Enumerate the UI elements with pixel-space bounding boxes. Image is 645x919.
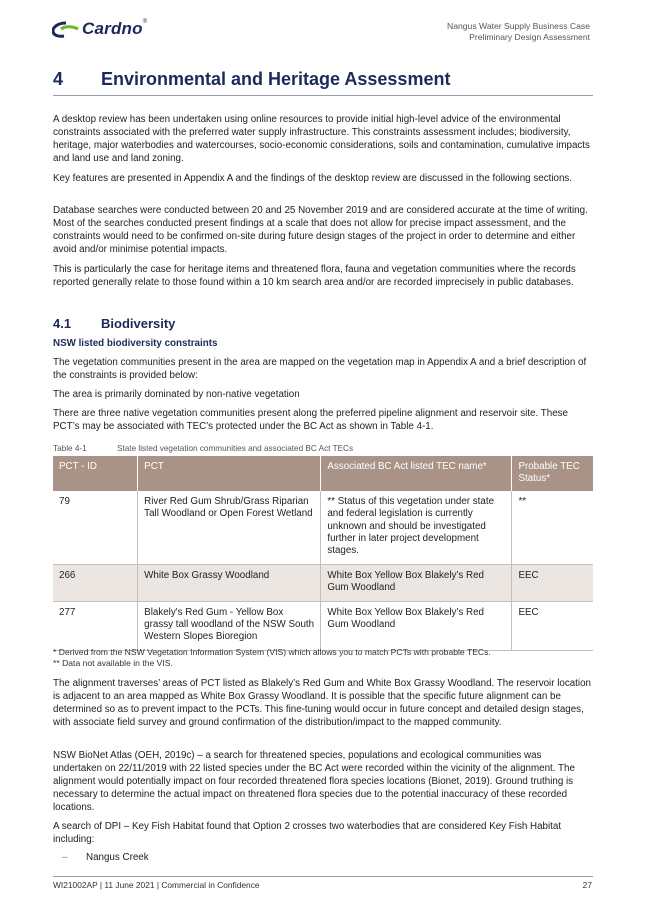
table-cell: 277 xyxy=(53,601,138,650)
column-header: PCT - ID xyxy=(53,456,138,491)
paragraph: NSW BioNet Atlas (OEH, 2019c) – a search for threatened species, populations and ecological communities was undertaken on 22/11/2019 with 22 listed species under the BC Act were recorded within the vicinity of the alignment. The alignment would potentially impact on four recorded threatened flora species locations (Bionet, 2019). Ground truthing is necessary to determine the actual impact on threatened flora species due to the potential inaccuracy of these recorded locations. xyxy=(53,750,575,814)
paragraph: The alignment traverses’ areas of PCT listed as Blakely’s Red Gum and White Box Grassy Woodland. The reservoir location is adjacent to an area mapped as White Box Grassy Woodland. It is possible that the specific future alignment can be determined so as to prevent impact to the PCTs. This fine-tuning would occur in future concept and detailed design stages, with associate field survey and ground confirmation of the distribution/impact to the mapped community. xyxy=(53,678,591,729)
table-row xyxy=(53,564,593,601)
page-number: 27 xyxy=(582,880,592,890)
table-cell: ** xyxy=(512,491,593,565)
table-cell: White Box Grassy Woodland xyxy=(138,564,321,601)
cardno-swoosh-icon xyxy=(52,20,82,40)
table-cell: 79 xyxy=(53,491,138,565)
heading-divider xyxy=(53,95,593,96)
table-caption-text: State listed vegetation communities and associated BC Act TECs xyxy=(117,444,354,453)
tec-table xyxy=(53,456,593,651)
cardno-logo xyxy=(52,20,172,40)
paragraph: A search of DPI – Key Fish Habitat found that Option 2 crosses two waterbodies that are considered Key Fish Habitat including: xyxy=(53,821,562,846)
table-cell: ** Status of this vegetation under state and federal legislation is currently unknown and should be investigated further in later project development stages. xyxy=(321,491,512,565)
column-header: Probable TEC Status* xyxy=(512,456,593,491)
table-footnote: * Derived from the NSW Vegetation Information System (VIS) which allows you to match PCTs with probable TECs. xyxy=(53,647,491,657)
table-footnote: ** Data not available in the VIS. xyxy=(53,658,173,668)
table-cell: 266 xyxy=(53,564,138,601)
table-row xyxy=(53,491,593,565)
subsection-number: 4.1 xyxy=(53,316,72,331)
table-cell: White Box Yellow Box Blakely’s Red Gum Woodland xyxy=(321,564,512,601)
paragraph: Database searches were conducted between 20 and 25 November 2019 and are considered accurate at the time of writing. Most of the searches conducted present findings at a scale that does not allow for precise impact assessment, and the constraints would need to be confirmed on-site during future design stages of the project in order to determine and either avoid and/or minimise potential impacts. xyxy=(53,205,588,256)
subsection-heading xyxy=(53,316,175,331)
footer-divider xyxy=(53,876,593,877)
table-cell: Blakely's Red Gum - Yellow Box grassy tall woodland of the NSW South Western Slopes Bioregion xyxy=(138,601,321,650)
list-item xyxy=(62,852,149,863)
table-caption xyxy=(53,444,353,453)
document-subtitle: Preliminary Design Assessment xyxy=(469,32,590,42)
logo-wordmark: Cardno® xyxy=(82,19,148,38)
column-header: PCT xyxy=(138,456,321,491)
subheading: NSW listed biodiversity constraints xyxy=(53,338,218,349)
dash-bullet-icon: – xyxy=(62,852,68,863)
paragraph: This is particularly the case for heritage items and threatened flora, fauna and vegetation communities where the records reported generally relate to those found within a 10 km search area and/or are recorded imprecisely in public databases. xyxy=(53,264,576,289)
table-row xyxy=(53,601,593,650)
column-header: Associated BC Act listed TEC name* xyxy=(321,456,512,491)
subsection-title: Biodiversity xyxy=(101,316,176,331)
table-cell: White Box Yellow Box Blakely’s Red Gum Woodland xyxy=(321,601,512,650)
list-item-text: Nangus Creek xyxy=(86,852,149,863)
footer-reference: WI21002AP | 11 June 2021 | Commercial in Confidence xyxy=(53,880,260,890)
table-cell: River Red Gum Shrub/Grass Riparian Tall Woodland or Open Forest Wetland xyxy=(138,491,321,565)
table-cell: EEC xyxy=(512,564,593,601)
paragraph: The vegetation communities present in the area are mapped on the vegetation map in Appendix A and a brief description of the constraints is provided below: xyxy=(53,357,587,382)
document-title: Nangus Water Supply Business Case xyxy=(447,21,590,31)
running-header xyxy=(447,21,590,43)
paragraph: Key features are presented in Appendix A and the findings of the desktop review are discussed in the following sections. xyxy=(53,173,573,184)
paragraph: The area is primarily dominated by non-native vegetation xyxy=(53,389,300,400)
section-number: 4 xyxy=(53,69,64,89)
table-header-row xyxy=(53,456,593,491)
table-cell: EEC xyxy=(512,601,593,650)
table-caption-label: Table 4-1 xyxy=(53,444,87,453)
section-title: Environmental and Heritage Assessment xyxy=(101,69,451,89)
paragraph: A desktop review has been undertaken using online resources to provide initial high-level advice of the environmental constraints associated with the preferred water supply infrastructure. This constraints assessment includes; biodiversity, heritage, major waterbodies and watercourses, socio-economic considerations, soils and contamination, cumulative impacts and land use and land zoning. xyxy=(53,114,590,165)
section-heading xyxy=(53,69,593,90)
paragraph: There are three native vegetation communities present along the preferred pipeline alignment and reservoir site. These PCT’s may be associated with TEC’s protected under the BC Act as shown in Table 4-1. xyxy=(53,408,568,433)
